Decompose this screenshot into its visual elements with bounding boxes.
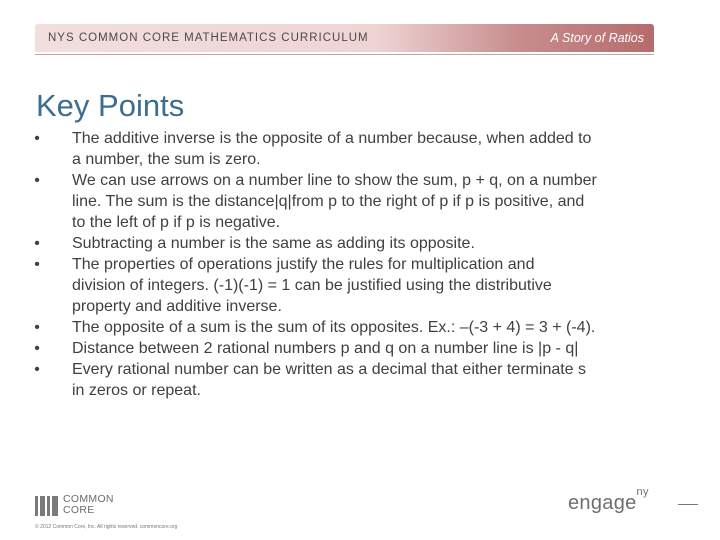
key-point-line: property and additive inverse.	[72, 298, 282, 315]
curriculum-label: NYS COMMON CORE MATHEMATICS CURRICULUM	[48, 32, 369, 44]
logo-line-1: COMMON	[63, 493, 114, 505]
key-point-line: to the left of p if p is negative.	[72, 214, 281, 231]
key-point-item	[30, 317, 690, 338]
key-point-line: Distance between 2 rational numbers p and q on a number line is |p - q|	[72, 340, 579, 357]
key-point-item	[30, 338, 690, 359]
bullet-dot-icon: •	[34, 361, 40, 378]
key-point-line: division of integers. (-1)(-1) = 1 can be justified using the distributive	[72, 277, 552, 294]
series-label: A Story of Ratios	[550, 31, 644, 45]
header-bar	[35, 24, 654, 52]
bullet-dot-icon: •	[34, 130, 40, 147]
key-point-line: We can use arrows on a number line to show the sum, p + q, on a number	[72, 172, 597, 189]
key-point-item	[30, 254, 690, 317]
common-core-logo	[35, 494, 135, 518]
key-point-line: The properties of operations justify the rules for multiplication and	[72, 256, 535, 273]
header-divider	[35, 54, 654, 55]
key-point-line: Subtracting a number is the same as adding its opposite.	[72, 235, 475, 252]
key-point-line: The additive inverse is the opposite of a number because, when added to	[72, 130, 592, 147]
bullet-dot-icon: •	[34, 172, 40, 189]
key-point-line: a number, the sum is zero.	[72, 151, 261, 168]
logo-line-2: CORE	[63, 504, 95, 516]
bullet-dot-icon: •	[34, 235, 40, 252]
common-core-logo-icon	[35, 496, 59, 516]
copyright-notice: © 2012 Common Core, Inc. All rights reserved. commoncore.org	[35, 524, 178, 530]
bullet-dot-icon: •	[34, 340, 40, 357]
key-point-item	[30, 359, 690, 401]
key-point-line: in zeros or repeat.	[72, 382, 201, 399]
key-point-line: line. The sum is the distance|q|from p to the right of p if p is positive, and	[72, 193, 585, 210]
bullet-dot-icon: •	[34, 256, 40, 273]
common-core-logo-text	[63, 494, 114, 516]
bullet-dot-icon: •	[34, 319, 40, 336]
engageny-logo	[568, 486, 649, 515]
key-point-item	[30, 170, 690, 233]
key-points-list	[30, 128, 690, 401]
key-point-item	[30, 233, 690, 254]
key-point-line: Every rational number can be written as a decimal that either terminate s	[72, 361, 587, 378]
key-point-line: The opposite of a sum is the sum of its opposites. Ex.: –(-3 + 4) = 3 + (-4).	[72, 319, 596, 336]
engage-text: engage	[568, 492, 637, 514]
footer-rule	[678, 504, 698, 505]
slide-title: Key Points	[36, 88, 185, 123]
key-point-item	[30, 128, 690, 170]
engage-sup: ny	[636, 486, 649, 499]
